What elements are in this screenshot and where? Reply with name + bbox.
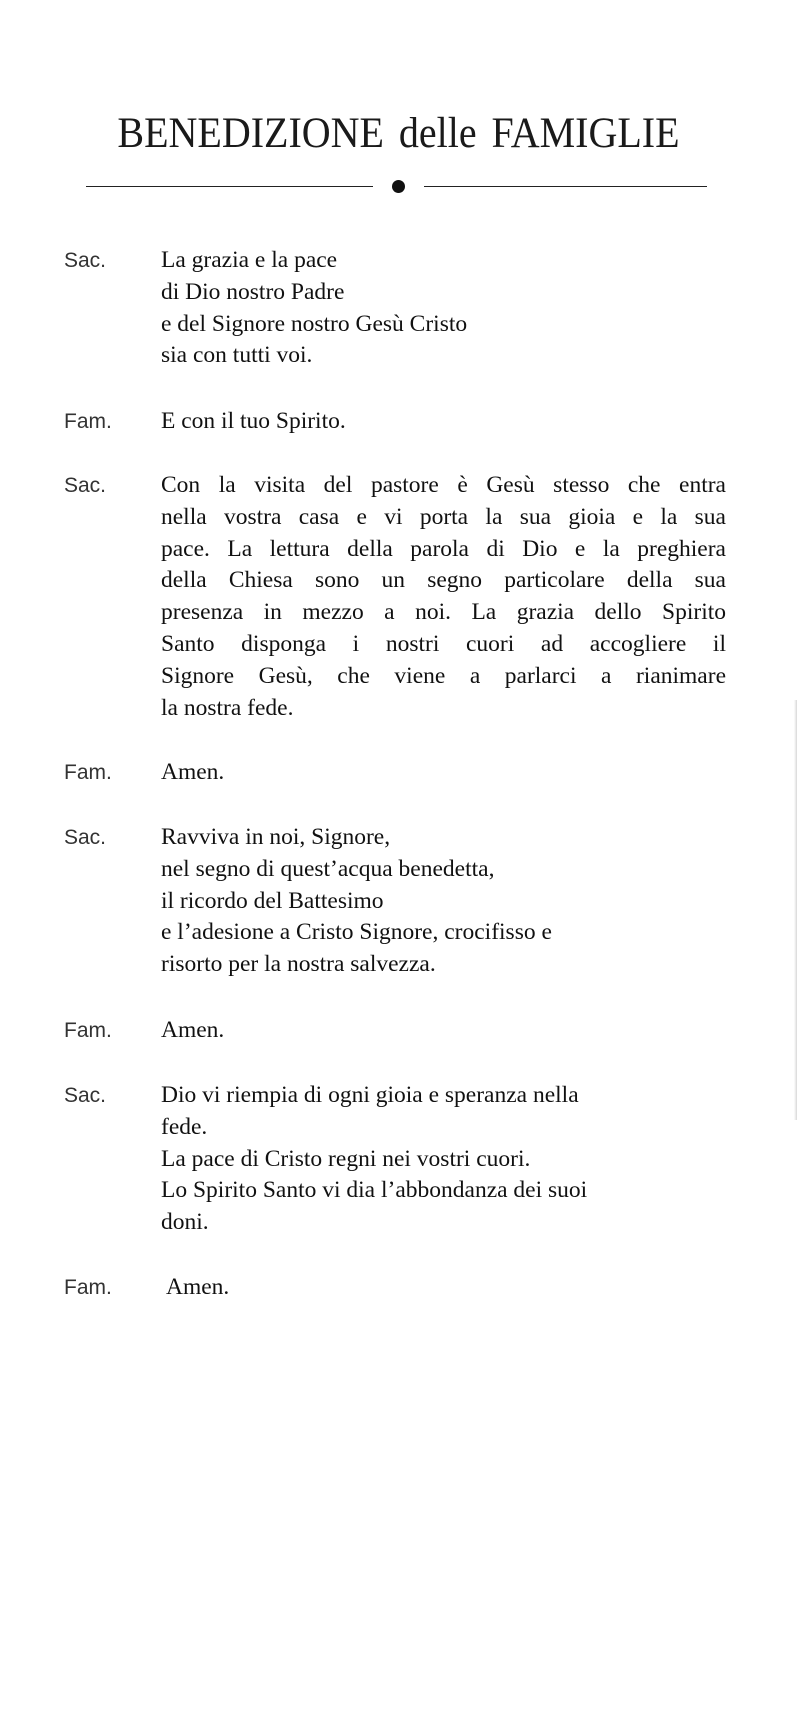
speaker-label: Fam. xyxy=(64,410,112,433)
text-line: Amen. xyxy=(166,1274,230,1300)
text-line: La grazia e la pace xyxy=(161,247,338,273)
text-line: di Dio nostro Padre xyxy=(161,278,345,305)
text-line: e del Signore nostro Gesù Cristo xyxy=(161,310,468,337)
text-line: e l’adesione a Cristo Signore, crocifisso e xyxy=(161,919,552,946)
dialogue-text xyxy=(161,470,726,724)
title-word-famiglie: FAMIGLIE xyxy=(491,110,680,157)
text-line: Con la visita del pastore è Gesù stesso che entra xyxy=(161,472,726,498)
dialogue-text xyxy=(161,822,726,981)
text-line: sia con tutti voi. xyxy=(161,342,313,369)
speaker-label: Fam. xyxy=(64,1276,112,1299)
dialogue-text xyxy=(161,406,726,438)
text-line: La pace di Cristo regni nei vostri cuori. xyxy=(161,1145,531,1172)
text-line: Santo disponga i nostri cuori ad accogliere il xyxy=(161,630,726,657)
dialogue-text xyxy=(161,1015,726,1047)
dialogue-text xyxy=(161,757,726,789)
text-line: risorto per la nostra salvezza. xyxy=(161,951,436,978)
speaker-label: Sac. xyxy=(64,826,107,849)
dialogue-text xyxy=(161,1080,726,1239)
speaker-label: Fam. xyxy=(64,1019,112,1042)
text-line: Lo Spirito Santo vi dia l’abbondanza dei suoi xyxy=(161,1177,588,1204)
title-divider-right xyxy=(424,186,707,187)
text-line: nel segno di quest’acqua benedetta, xyxy=(161,855,495,882)
text-line: pace. La lettura della parola di Dio e la preghiera xyxy=(161,535,726,562)
text-line: Dio vi riempia di ogni gioia e speranza nella xyxy=(161,1082,579,1108)
dialogue-text xyxy=(161,245,726,372)
speaker-label: Sac. xyxy=(64,1084,107,1107)
title-word-benedizione: BENEDIZIONE xyxy=(117,110,384,157)
speaker-label: Sac. xyxy=(64,474,107,497)
text-line: presenza in mezzo a noi. La grazia dello Spirito xyxy=(161,599,726,626)
text-line: la nostra fede. xyxy=(161,694,294,721)
speaker-label: Fam. xyxy=(64,761,112,784)
dialogue-text xyxy=(166,1272,731,1304)
text-line: Amen. xyxy=(161,759,225,785)
text-line: Ravviva in noi, Signore, xyxy=(161,824,391,850)
text-line: della Chiesa sono un segno particolare della sua xyxy=(161,567,726,594)
title-word-delle: delle xyxy=(398,110,477,157)
title-divider-left xyxy=(86,186,373,187)
speaker-label: Sac. xyxy=(64,249,107,272)
text-line: E con il tuo Spirito. xyxy=(161,408,346,434)
text-line: il ricordo del Battesimo xyxy=(161,887,384,914)
text-line: doni. xyxy=(161,1209,209,1236)
text-line: Signore Gesù, che viene a parlarci a rianimare xyxy=(161,662,726,689)
page-title xyxy=(28,112,769,155)
text-line: Amen. xyxy=(161,1017,225,1043)
text-line: fede. xyxy=(161,1113,208,1140)
text-line: nella vostra casa e vi porta la sua gioia e la sua xyxy=(161,503,726,530)
title-divider-dot xyxy=(392,180,405,193)
